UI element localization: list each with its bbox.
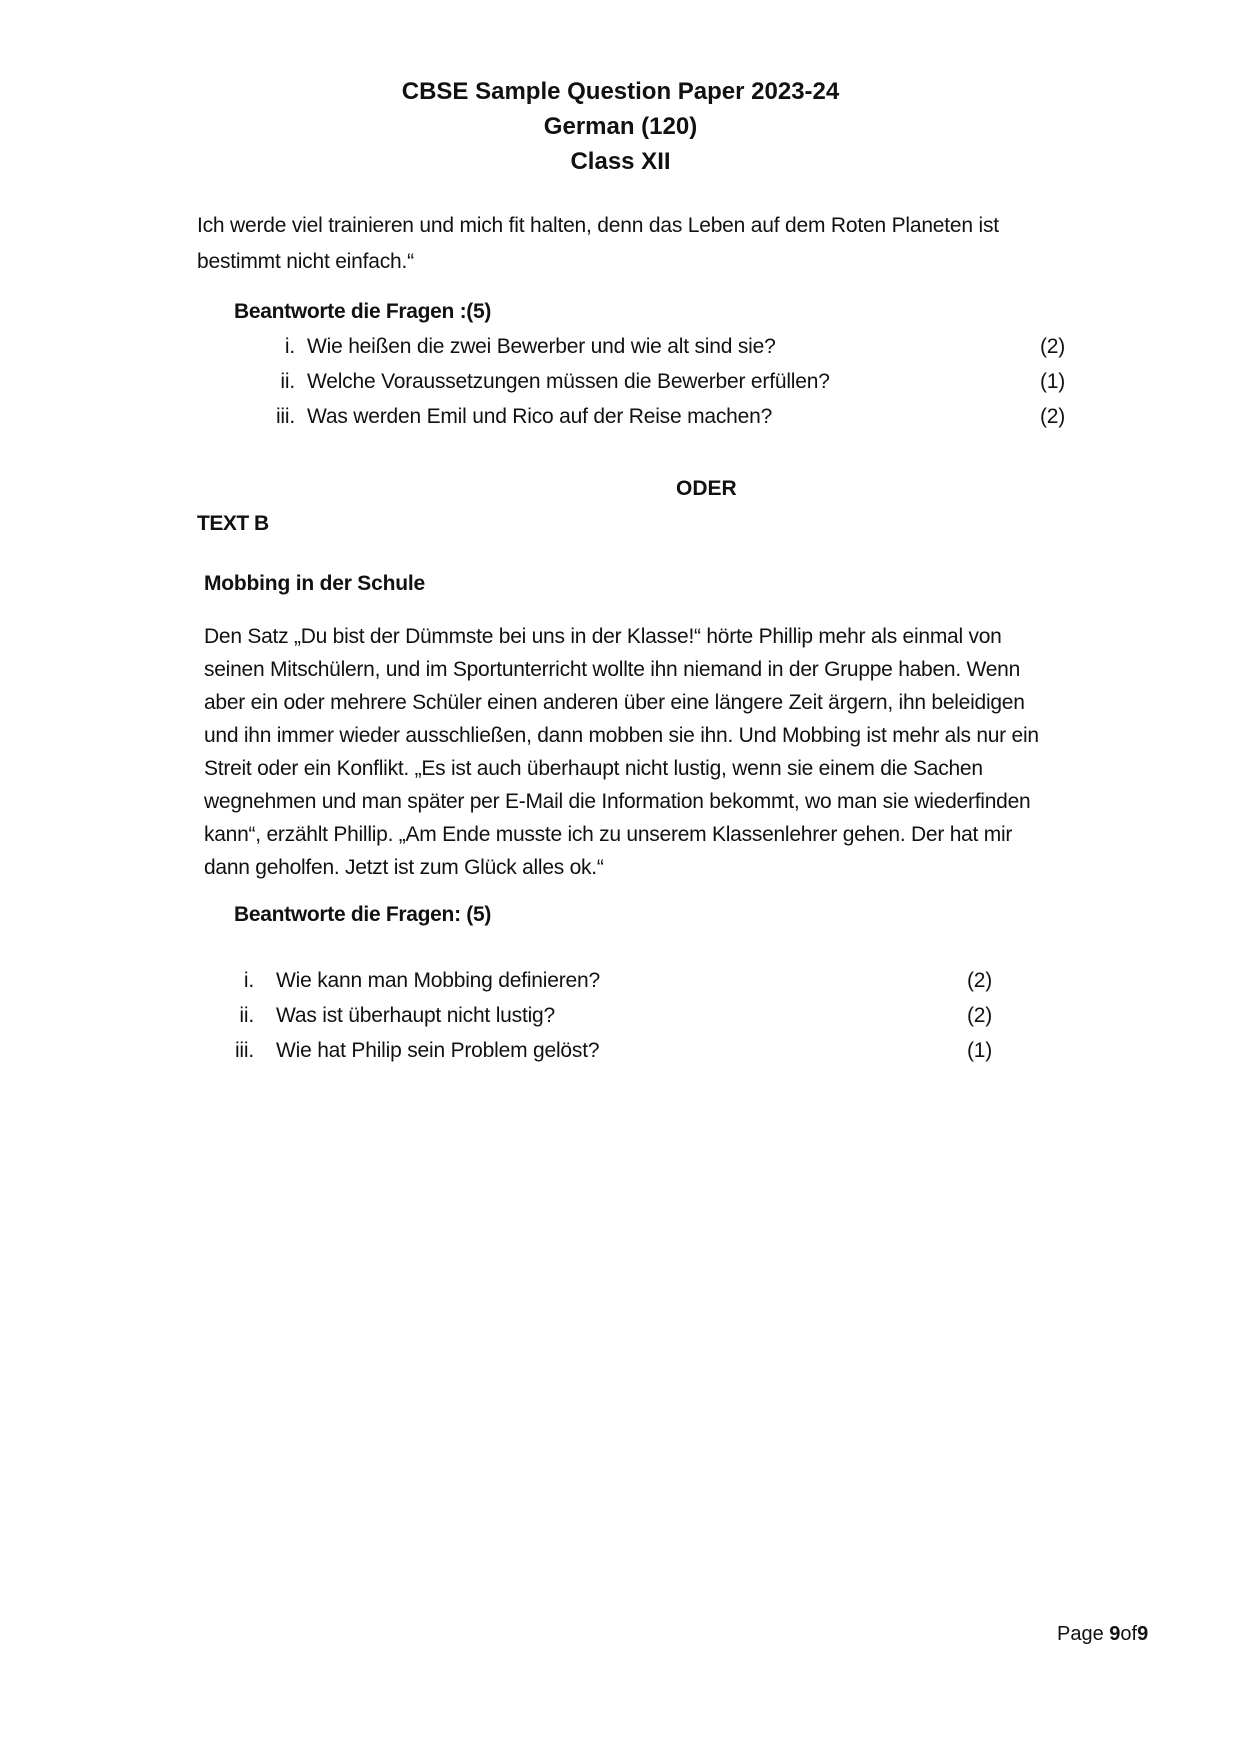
paragraph-line: kann“, erzählt Phillip. „Am Ende musste ich zu unserem Klassenlehrer gehen. Der hat mir	[204, 823, 1013, 846]
questions-a-list	[275, 329, 1077, 434]
page-total: 9	[1137, 1623, 1149, 1645]
question-text: Was ist überhaupt nicht lustig?	[276, 1004, 556, 1027]
question-text: Wie kann man Mobbing definieren?	[276, 969, 600, 992]
questions-b-heading: Beantworte die Fragen: (5)	[234, 903, 492, 926]
paragraph-line: Streit oder ein Konflikt. „Es ist auch überhaupt nicht lustig, wenn sie einem die Sachen	[204, 757, 983, 780]
paragraph-line: Den Satz „Du bist der Dümmste bei uns in der Klasse!“ hörte Phillip mehr als einmal von	[204, 625, 1002, 648]
page-number-footer	[1057, 1620, 1148, 1648]
page-current: 9	[1109, 1623, 1121, 1645]
question-item	[234, 1033, 1016, 1068]
question-marks: (2)	[1040, 405, 1066, 428]
question-number: i.	[243, 969, 254, 992]
question-item	[284, 329, 1077, 364]
question-item	[275, 399, 1077, 434]
question-number: ii.	[239, 1004, 254, 1027]
questions-a-heading: Beantworte die Fragen :(5)	[234, 300, 492, 323]
paragraph-line: seinen Mitschülern, und im Sportunterricht wollte ihn niemand in der Gruppe haben. Wenn	[204, 658, 1020, 681]
question-number: ii.	[280, 370, 295, 393]
text-b-title: Mobbing in der Schule	[204, 572, 425, 595]
paragraph-line: und ihn immer wieder ausschließen, dann mobben sie ihn. Und Mobbing ist mehr als nur ein	[204, 724, 1039, 747]
question-marks: (2)	[967, 1004, 993, 1027]
paragraph-line: wegnehmen und man später per E-Mail die Information bekommt, wo man sie wiederfinden	[204, 790, 1031, 813]
paragraph-line: aber ein oder mehrere Schüler einen anderen über eine längere Zeit ärgern, ihn beleidigen	[204, 691, 1025, 714]
paragraph-line: dann geholfen. Jetzt ist zum Glück alles ok.“	[204, 856, 604, 879]
question-text: Wie hat Philip sein Problem gelöst?	[276, 1039, 600, 1062]
question-marks: (1)	[967, 1039, 993, 1062]
page-of-label: of	[1120, 1623, 1138, 1645]
questions-b-list	[234, 963, 1016, 1068]
question-item	[243, 963, 1016, 998]
question-item	[280, 364, 1077, 399]
paragraph-line: bestimmt nicht einfach.“	[197, 250, 414, 273]
text-a-continuation	[197, 208, 1117, 280]
paper-subject: German (120)	[543, 113, 698, 140]
page-label: Page	[1057, 1623, 1110, 1645]
paragraph-line: Ich werde viel trainieren und mich fit halten, denn das Leben auf dem Roten Planeten ist	[197, 214, 999, 237]
oder-separator: ODER	[676, 477, 737, 500]
question-text: Was werden Emil und Rico auf der Reise machen?	[307, 405, 773, 428]
question-number: iii.	[275, 405, 295, 428]
question-text: Welche Voraussetzungen müssen die Bewerber erfüllen?	[307, 370, 830, 393]
question-text: Wie heißen die zwei Bewerber und wie alt sind sie?	[307, 335, 776, 358]
question-marks: (2)	[1040, 335, 1066, 358]
question-number: iii.	[234, 1039, 254, 1062]
paper-title: CBSE Sample Question Paper 2023-24	[401, 78, 840, 105]
paper-header	[0, 74, 1241, 179]
question-item	[239, 998, 1016, 1033]
question-marks: (2)	[967, 969, 993, 992]
question-number: i.	[284, 335, 295, 358]
paper-class: Class XII	[570, 148, 671, 175]
text-b-paragraph	[204, 620, 1164, 884]
question-marks: (1)	[1040, 370, 1066, 393]
text-b-label: TEXT B	[197, 512, 269, 535]
